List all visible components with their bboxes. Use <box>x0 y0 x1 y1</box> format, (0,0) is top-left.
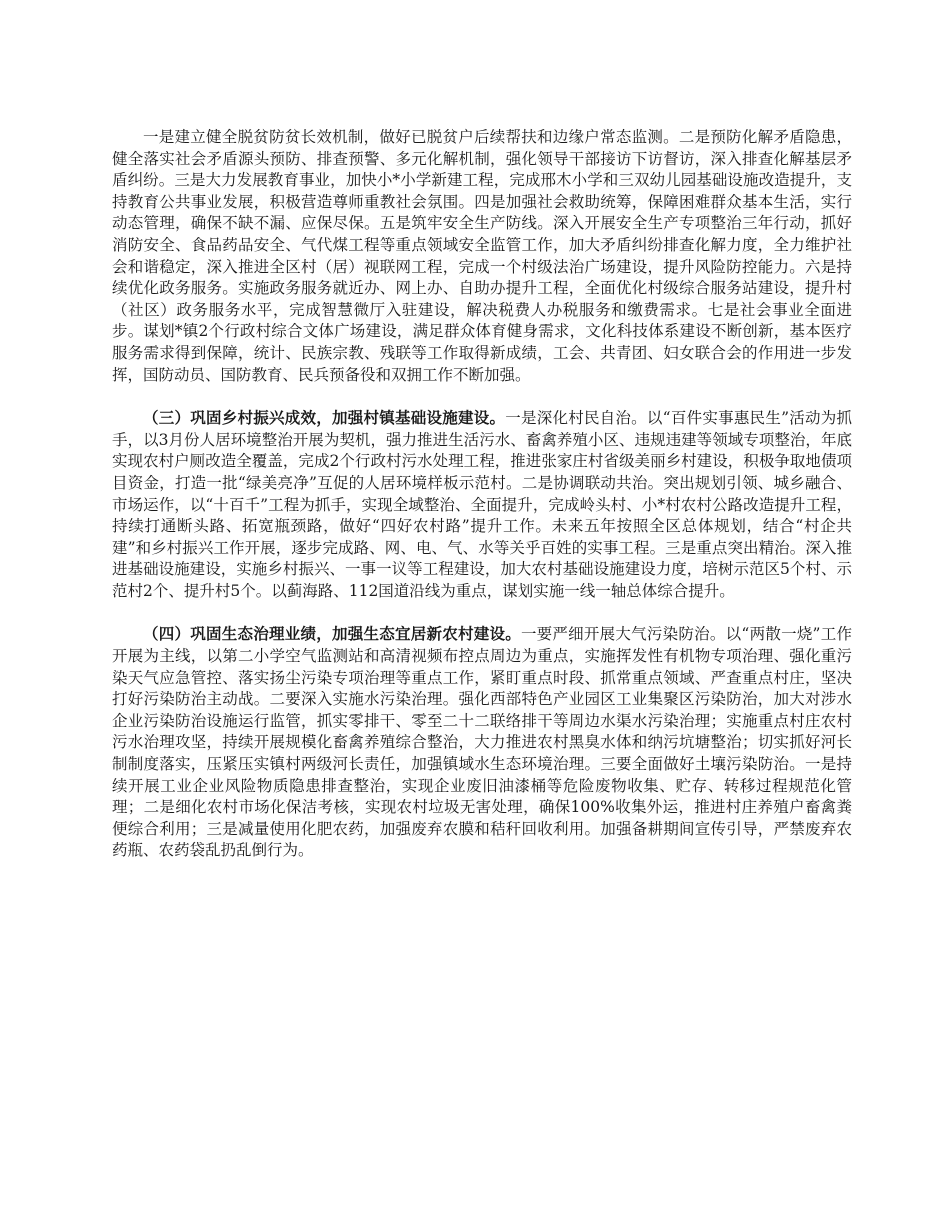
paragraph-text: 一是深化村民自治。以“百件实事惠民生”活动为抓手，以3月份人居环境整治开展为契机，强力推进生活污水、畜禽养殖小区、违规违建等领域专项整治，年底实现农村户厕改造全覆盖，完成2个行政村污水处理工程，推进张家庄村省级美丽乡村建设，积极争取地债项目资金，打造一批“绿美亮净”互促的人居环境样板示范村。二是协调联动共治。突出规划引领、城乡融合、市场运作，以“十百千”工程为抓手，实现全域整治、全面提升，完成岭头村、小*村农村公路改造提升工程，持续打通断头路、拓宽瓶颈路，做好“四好农村路”提升工作。未来五年按照全区总体规划，结合“村企共建”和乡村振兴工作开展，逐步完成路、网、电、气、水等关乎百姓的实事工程。三是重点突出精治。深入推进基础设施建设，实施乡村振兴、一事一议等工程建设，加大农村基础设施建设力度，培树示范区5个村、示范村2个、提升村5个。以蓟海路、112国道沿线为重点，谋划实施一线一轴总体综合提升。 <box>112 409 852 600</box>
paragraph-rural-revitalization <box>112 407 852 602</box>
section-heading-three: （三）巩固乡村振兴成效，加强村镇基础设施建设。 <box>143 408 506 428</box>
section-heading-four: （四）巩固生态治理业绩，加强生态宜居新农村建设。 <box>143 624 521 644</box>
document-body <box>112 126 852 883</box>
paragraph-text: 一是建立健全脱贫防贫长效机制，做好已脱贫户后续帮扶和边缘户常态监测。二是预防化解矛盾隐患，健全落实社会矛盾源头预防、排查预警、多元化解机制，强化领导干部接访下访督访，深入排查化解基层矛盾纠纷。三是大力发展教育事业，加快小*小学新建工程，完成邢木小学和三双幼儿园基础设施改造提升，支持教育公共事业发展，积极营造尊师重教社会氛围。四是加强社会救助统筹，保障困难群众基本生活，实行动态管理，确保不缺不漏、应保尽保。五是筑牢安全生产防线。深入开展安全生产专项整治三年行动，抓好消防安全、食品药品安全、气代煤工程等重点领域安全监管工作，加大矛盾纠纷排查化解力度，全力维护社会和谐稳定，深入推进全区村（居）视联网工程，完成一个村级法治广场建设，提升风险防控能力。六是持续优化政务服务。实施政务服务就近办、网上办、自助办提升工程，全面优化村级综合服务站建设，提升村（社区）政务服务水平，完成智慧微厅入驻建设，解决税费人办税服务和缴费需求。七是社会事业全面进步。谋划*镇2个行政村综合文体广场建设，满足群众体育健身需求，文化科技体系建设不断创新，基本医疗服务需求得到保障，统计、民族宗教、残联等工作取得新成绩，工会、共青团、妇女联合会的作用进一步发挥，国防动员、国防教育、民兵预备役和双拥工作不断加强。 <box>112 128 852 384</box>
paragraph-ecological-governance <box>112 623 852 862</box>
paragraph-social-affairs <box>112 126 852 386</box>
paragraph-text: 一要严细开展大气污染防治。以“两散一烧”工作开展为主线，以第二小学空气监测站和高清视频布控点周边为重点，实施挥发性有机物专项治理、强化重污染天气应急管控、落实扬尘污染专项治理等重点工作，紧盯重点时段、抓常重点领域、严查重点村庄，坚决打好污染防治主动战。二要深入实施水污染治理。强化西部特色产业园区工业集聚区污染防治，加大对涉水企业污染防治设施运行监管，抓实零排干、零至二十二联络排干等周边水渠水污染治理；实施重点村庄农村污水治理攻坚，持续开展规模化畜禽养殖综合整治，大力推进农村黑臭水体和纳污坑塘整治；切实抓好河长制制度落实，压紧压实镇村两级河长责任，加强镇域水生态环境治理。三要全面做好土壤污染防治。一是持续开展工业企业风险物质隐患排查整治，实现企业废旧油漆桶等危险废物收集、贮存、转移过程规范化管理；二是细化农村市场化保洁考核，实现农村垃圾无害处理，确保100%收集外运，推进村庄养殖户畜禽粪便综合利用；三是减量使用化肥农药，加强废弃农膜和秸秆回收利用。加强备耕期间宣传引导，严禁废弃农药瓶、农药袋乱扔乱倒行为。 <box>112 625 852 860</box>
